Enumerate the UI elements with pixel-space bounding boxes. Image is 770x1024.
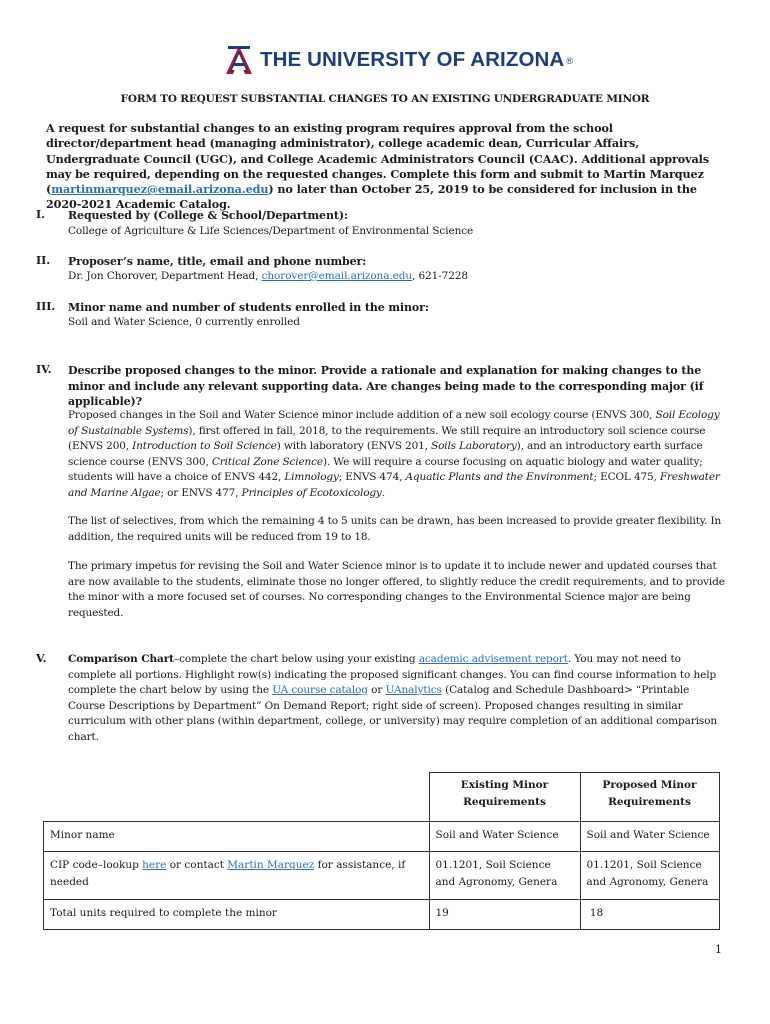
- section-answer: Soil and Water Science, 0 currently enrolled: [68, 316, 300, 328]
- section-question: Minor name and number of students enrolled in the minor:: [68, 301, 429, 314]
- table-row: [44, 900, 720, 930]
- page-number: 1: [715, 943, 722, 956]
- existing-cell: Soil and Water Science: [429, 822, 580, 852]
- submission-email-link[interactable]: martinmarquez@email.arizona.edu: [51, 182, 269, 197]
- proposed-cell: 18: [580, 900, 719, 930]
- ua-course-catalog-link[interactable]: UA course catalog: [272, 684, 368, 696]
- existing-cell: 01.1201, Soil Science and Agronomy, Genera: [429, 852, 580, 900]
- existing-requirements-header: Existing Minor Requirements: [429, 773, 580, 822]
- logo-wordmark: THE UNIVERSITY OF ARIZONA ®: [260, 48, 574, 71]
- cip-lookup-link[interactable]: here: [142, 859, 167, 871]
- comparison-chart-instructions: Comparison Chart–complete the chart below using your existing academic advisement report. You may not need to complete all portions. Highlight row(s) indicating the proposed significant changes. You can find course information to help complete the chart below by using the UA course catalog or UAnalytics (Catalog and Schedule Dashboard> “Printable Course Descriptions by Department” On Demand Report; right side of screen). Proposed changes resulting in similar curriculum with other plans (within department, college, or university) may require completion of an additional comparison chart.: [68, 653, 718, 743]
- section-number: V.: [36, 652, 47, 665]
- section-number: I.: [36, 208, 45, 221]
- intro-paragraph: A request for substantial changes to an existing program requires approval from the school director/department head (managing administrator), college academic dean, Curricular Affairs, Undergraduate Council (UGC), and College Academic Administrators Council (CAAC). Additional approvals may be required, depending on the requested changes. Complete this form and submit to Martin Marquez (martinmarquez@email.arizona.edu) no later than October 25, 2019 to be considered for inclusion in the 2020-2021 Academic Catalog.: [46, 121, 710, 212]
- table-row: [44, 852, 720, 900]
- row-label: Total units required to complete the minor: [44, 900, 430, 930]
- section-question: Describe proposed changes to the minor. Provide a rationale and explanation for making changes to the minor and include any relevant supporting data. Are changes being made to the corresponding major (if applicable)?: [68, 364, 704, 408]
- comparison-chart-table: [43, 772, 720, 930]
- proposed-changes-paragraph: Proposed changes in the Soil and Water Science minor include addition of a new soil ecology course (ENVS 300, Soil Ecology of Sustainable Systems), first offered in fall, 2018, to the requirements. We still require an introductory soil science course (ENVS 200, Introduction to Soil Science) with laboratory (ENVS 201, Soils Laboratory), and an introductory earth surface science course (ENVS 300, Critical Zone Science). We will require a course focusing on aquatic biology and water quality; students will have a choice of ENVS 442, Limnology; ENVS 474, Aquatic Plants and the Environment; ECOL 475, Freshwater and Marine Algae; or ENVS 477, Principles of Ecotoxicology.: [68, 409, 720, 499]
- proposed-requirements-header: Proposed Minor Requirements: [580, 773, 719, 822]
- arizona-a-logo-icon: [224, 44, 254, 76]
- row-label: CIP code–lookup here or contact Martin Marquez for assistance, if needed: [44, 852, 430, 900]
- selectives-paragraph: The list of selectives, from which the remaining 4 to 5 units can be drawn, has been increased to provide greater flexibility. In addition, the required units will be reduced from 19 to 18.: [68, 515, 722, 543]
- form-title: FORM TO REQUEST SUBSTANTIAL CHANGES TO AN EXISTING UNDERGRADUATE MINOR: [120, 93, 650, 105]
- section-question: Requested by (College & School/Department):: [68, 209, 348, 222]
- section-question: Proposer’s name, title, email and phone number:: [68, 255, 367, 268]
- table-row: [44, 822, 720, 852]
- section-number: IV.: [36, 363, 52, 376]
- university-logo: [224, 44, 573, 76]
- proposer-email-link[interactable]: chorover@email.arizona.edu: [261, 270, 413, 282]
- table-header-row: [44, 773, 720, 822]
- section-answer: College of Agriculture & Life Sciences/Department of Environmental Science: [68, 225, 474, 237]
- impetus-paragraph: The primary impetus for revising the Soil and Water Science minor is to update it to include newer and updated courses that are now available to the students, eliminate those no longer offered, to slightly reduce the credit requirements, and to provide the minor with a more focused set of courses. No corresponding changes to the Environmental Science major are being requested.: [68, 560, 725, 619]
- academic-advisement-report-link[interactable]: academic advisement report: [418, 653, 568, 665]
- section-number: III.: [36, 300, 56, 313]
- uanalytics-link[interactable]: UAnalytics: [385, 684, 442, 696]
- row-label: Minor name: [44, 822, 430, 852]
- martin-marquez-link[interactable]: Martin Marquez: [227, 859, 315, 871]
- section-number: II.: [36, 254, 51, 267]
- section-answer: Dr. Jon Chorover, Department Head, chorover@email.arizona.edu, 621-7228: [68, 270, 469, 282]
- proposed-cell: Soil and Water Science: [580, 822, 719, 852]
- existing-cell: 19: [429, 900, 580, 930]
- proposed-cell: 01.1201, Soil Science and Agronomy, Genera: [580, 852, 719, 900]
